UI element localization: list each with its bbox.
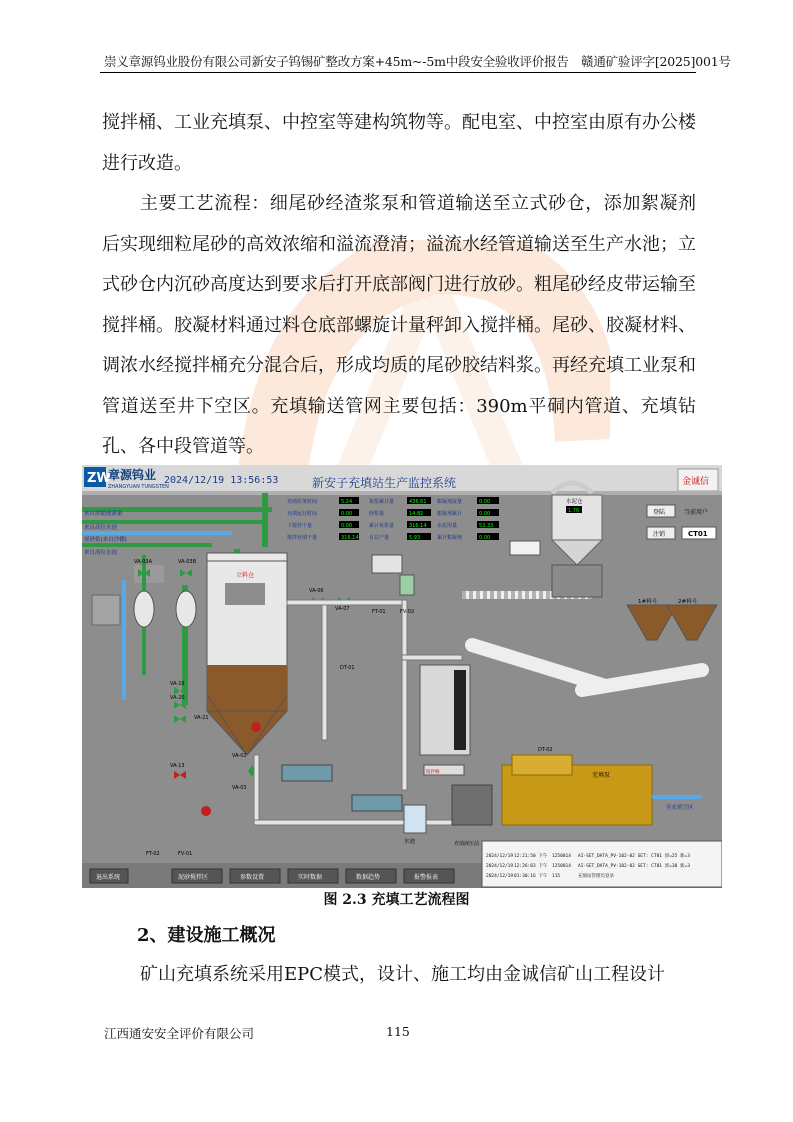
- trend-label: 数据趋势: [356, 874, 381, 881]
- scada-title: 新安子充填站生产监控系统: [312, 476, 457, 490]
- footer-company: 江西通安安全评价有限公司: [104, 1026, 255, 1041]
- stat-label: 充填任务时间: [287, 499, 318, 505]
- hopper-2-label: 2#料斗: [678, 599, 698, 605]
- logout-button-label: 注销: [653, 531, 666, 538]
- valve-label: VA-03B: [178, 559, 197, 565]
- stat-value: 53.33: [479, 523, 494, 529]
- stat-label: 下搅拌干量: [287, 523, 313, 529]
- valve-label: VA-19: [170, 681, 185, 687]
- scada-screenshot: [82, 465, 722, 888]
- stat-label: 充填运行时间: [287, 511, 318, 517]
- valve-label: VA-06: [309, 588, 324, 594]
- stat-value: 0.00: [479, 535, 491, 541]
- cement-silo-label: 水泥仓: [566, 499, 583, 505]
- stat-label: 絮凝剂累计: [437, 511, 463, 517]
- valve-label: VA-20: [170, 695, 185, 701]
- log-msg: 充填站管理员登录: [578, 874, 614, 879]
- pipe-label-3: 尾砂浆(来自沙棚): [84, 537, 127, 543]
- water-pump: [352, 795, 402, 811]
- stat-value: 436.61: [409, 499, 427, 505]
- login-button-label: 登陆: [653, 509, 666, 516]
- cement-value: 1.76: [568, 508, 580, 514]
- stat-label: 灰浆累计量: [369, 499, 395, 505]
- instrument-label: FV-02: [400, 609, 415, 615]
- log-date: 2024/12/19: [486, 864, 514, 869]
- valve-label: VA-02: [232, 753, 247, 759]
- valve-label: VA-03: [232, 785, 247, 791]
- log-time: 12:26:03 下午: [514, 864, 548, 869]
- current-user: CT01: [688, 530, 708, 538]
- stat-value: 316.14: [409, 523, 427, 529]
- figure-caption: 图 2.3 充填工艺流程图: [323, 892, 470, 908]
- stat-label: 累计絮凝剂: [437, 535, 463, 541]
- realtime-label: 实时数据: [298, 874, 323, 881]
- valve-label: VA-07: [335, 606, 350, 612]
- section-title: 2、建设施工概况: [137, 925, 276, 946]
- header-rule: [100, 72, 696, 73]
- alarm-label: 报警报表: [414, 874, 439, 881]
- log-code: 1250814: [552, 864, 571, 869]
- stat-value: 0.00: [341, 511, 353, 517]
- pipe-label-1: 来自浓缩池流量: [84, 511, 123, 517]
- mix-zone-label: 泥砂搅拌区: [178, 874, 209, 881]
- log-time: 12:21:50 下午: [514, 854, 548, 859]
- valve-label: VA-03A: [134, 559, 152, 565]
- stat-label: 絮凝剂流量: [437, 499, 463, 505]
- cement-truck-icon: [510, 541, 540, 555]
- instrument-label: FT-01: [372, 609, 386, 615]
- silo-label: 立料仓: [236, 572, 255, 579]
- logo-name: 章源钨业: [108, 468, 157, 482]
- valve-label: VA-21: [194, 715, 209, 721]
- log-msg: AI-SET_DATA_PV-102-02 SET: CT01 原=25 新=3: [578, 854, 690, 859]
- stat-value: 0.00: [341, 523, 353, 529]
- water-pump: [282, 765, 332, 781]
- pipe-label-2: 来自高位水池: [84, 525, 118, 531]
- paragraph-3: 矿山充填系统采用EPC模式，设计、施工均由金诚信矿山工程设计: [140, 964, 666, 985]
- log-time: 01:30:16 下午: [514, 874, 548, 879]
- stat-value: 14.82: [409, 511, 424, 517]
- page-number: 115: [386, 1024, 410, 1039]
- fill-target-label: 至充填空区: [666, 805, 694, 811]
- log-code: 1250814: [552, 854, 571, 859]
- pump-station-label: 充填液压站: [454, 841, 480, 847]
- logo-mark: ZW: [87, 471, 111, 486]
- valve-label: VA-13: [170, 763, 185, 769]
- log-msg: AI-SET_DATA_PV-102-02 SET: CT01 原=30 新=3: [578, 864, 690, 869]
- brand-logo: 金诚信: [682, 477, 710, 487]
- log-code: 115: [552, 874, 561, 879]
- exit-system-label: 退出系统: [96, 874, 121, 881]
- paragraph-2: 主要工艺流程：细尾砂经渣浆泵和管道输送至立式砂仓，添加絮凝剂后实现细粒尾砂的高效浓缩和溢流澄清；溢流水经管道输送至生产水池；立式砂仓内沉砂高度达到要求后打开底部阀门进行放砂。粗尾砂经皮带运输至搅拌桶。胶凝材料通过料仓底部螺旋计量秤卸入搅拌桶。尾砂、胶凝材料、调浓水经搅拌桶充分混合后，形成均质的尾砂胶结料浆。再经充填工业泵和管道送至井下空区。充填输送管网主要包括：390m平硐内管道、充填钻孔、各中段管道等。: [102, 193, 696, 457]
- instrument-label: DT-01: [340, 665, 355, 671]
- water-pool-label: 水池: [404, 839, 416, 845]
- stat-label: 搅拌充填干量: [287, 535, 318, 541]
- fill-pump-label: 充填泵: [592, 772, 611, 779]
- mixer-label: 搅拌桶: [426, 770, 440, 775]
- stat-label: 砂浆量: [369, 511, 385, 517]
- log-date: 2024/12/19: [486, 874, 514, 879]
- page-header: 崇义章源钨业股份有限公司新安子钨锡矿整改方案+45m~-5m中段安全验收评价报告 赣通矿验评字[2025]001号: [104, 54, 731, 69]
- datetime: 2024/12/19 13:56:53: [164, 475, 279, 486]
- log-date: 2024/12/19: [486, 854, 514, 859]
- hopper-1-label: 1#料斗: [638, 599, 658, 605]
- paragraph-1: 搅拌桶、工业充填泵、中控室等建构筑物等。配电室、中控室由原有办公楼进行改造。: [102, 112, 696, 174]
- instrument-label: FT-02: [146, 851, 160, 857]
- params-label: 参数设置: [240, 874, 265, 881]
- stat-label: 日总产量: [369, 535, 390, 541]
- current-user-label: 当前用户: [684, 509, 709, 516]
- pipe-label-4: 来自高位水池: [84, 550, 118, 556]
- stat-value: 0.00: [479, 511, 491, 517]
- stat-value: 316.14: [341, 535, 359, 541]
- stat-value: 5.24: [341, 499, 353, 505]
- instrument-label: FV-01: [178, 851, 193, 857]
- stat-value: 0.00: [479, 499, 491, 505]
- stat-label: 累计灰浆量: [369, 523, 395, 529]
- stat-value: 5.93: [409, 535, 421, 541]
- logo-sub: ZHANGYUAN TUNGSTEN: [108, 484, 169, 490]
- instrument-label: DT-02: [538, 747, 553, 753]
- stat-label: 水泥用量: [437, 523, 458, 529]
